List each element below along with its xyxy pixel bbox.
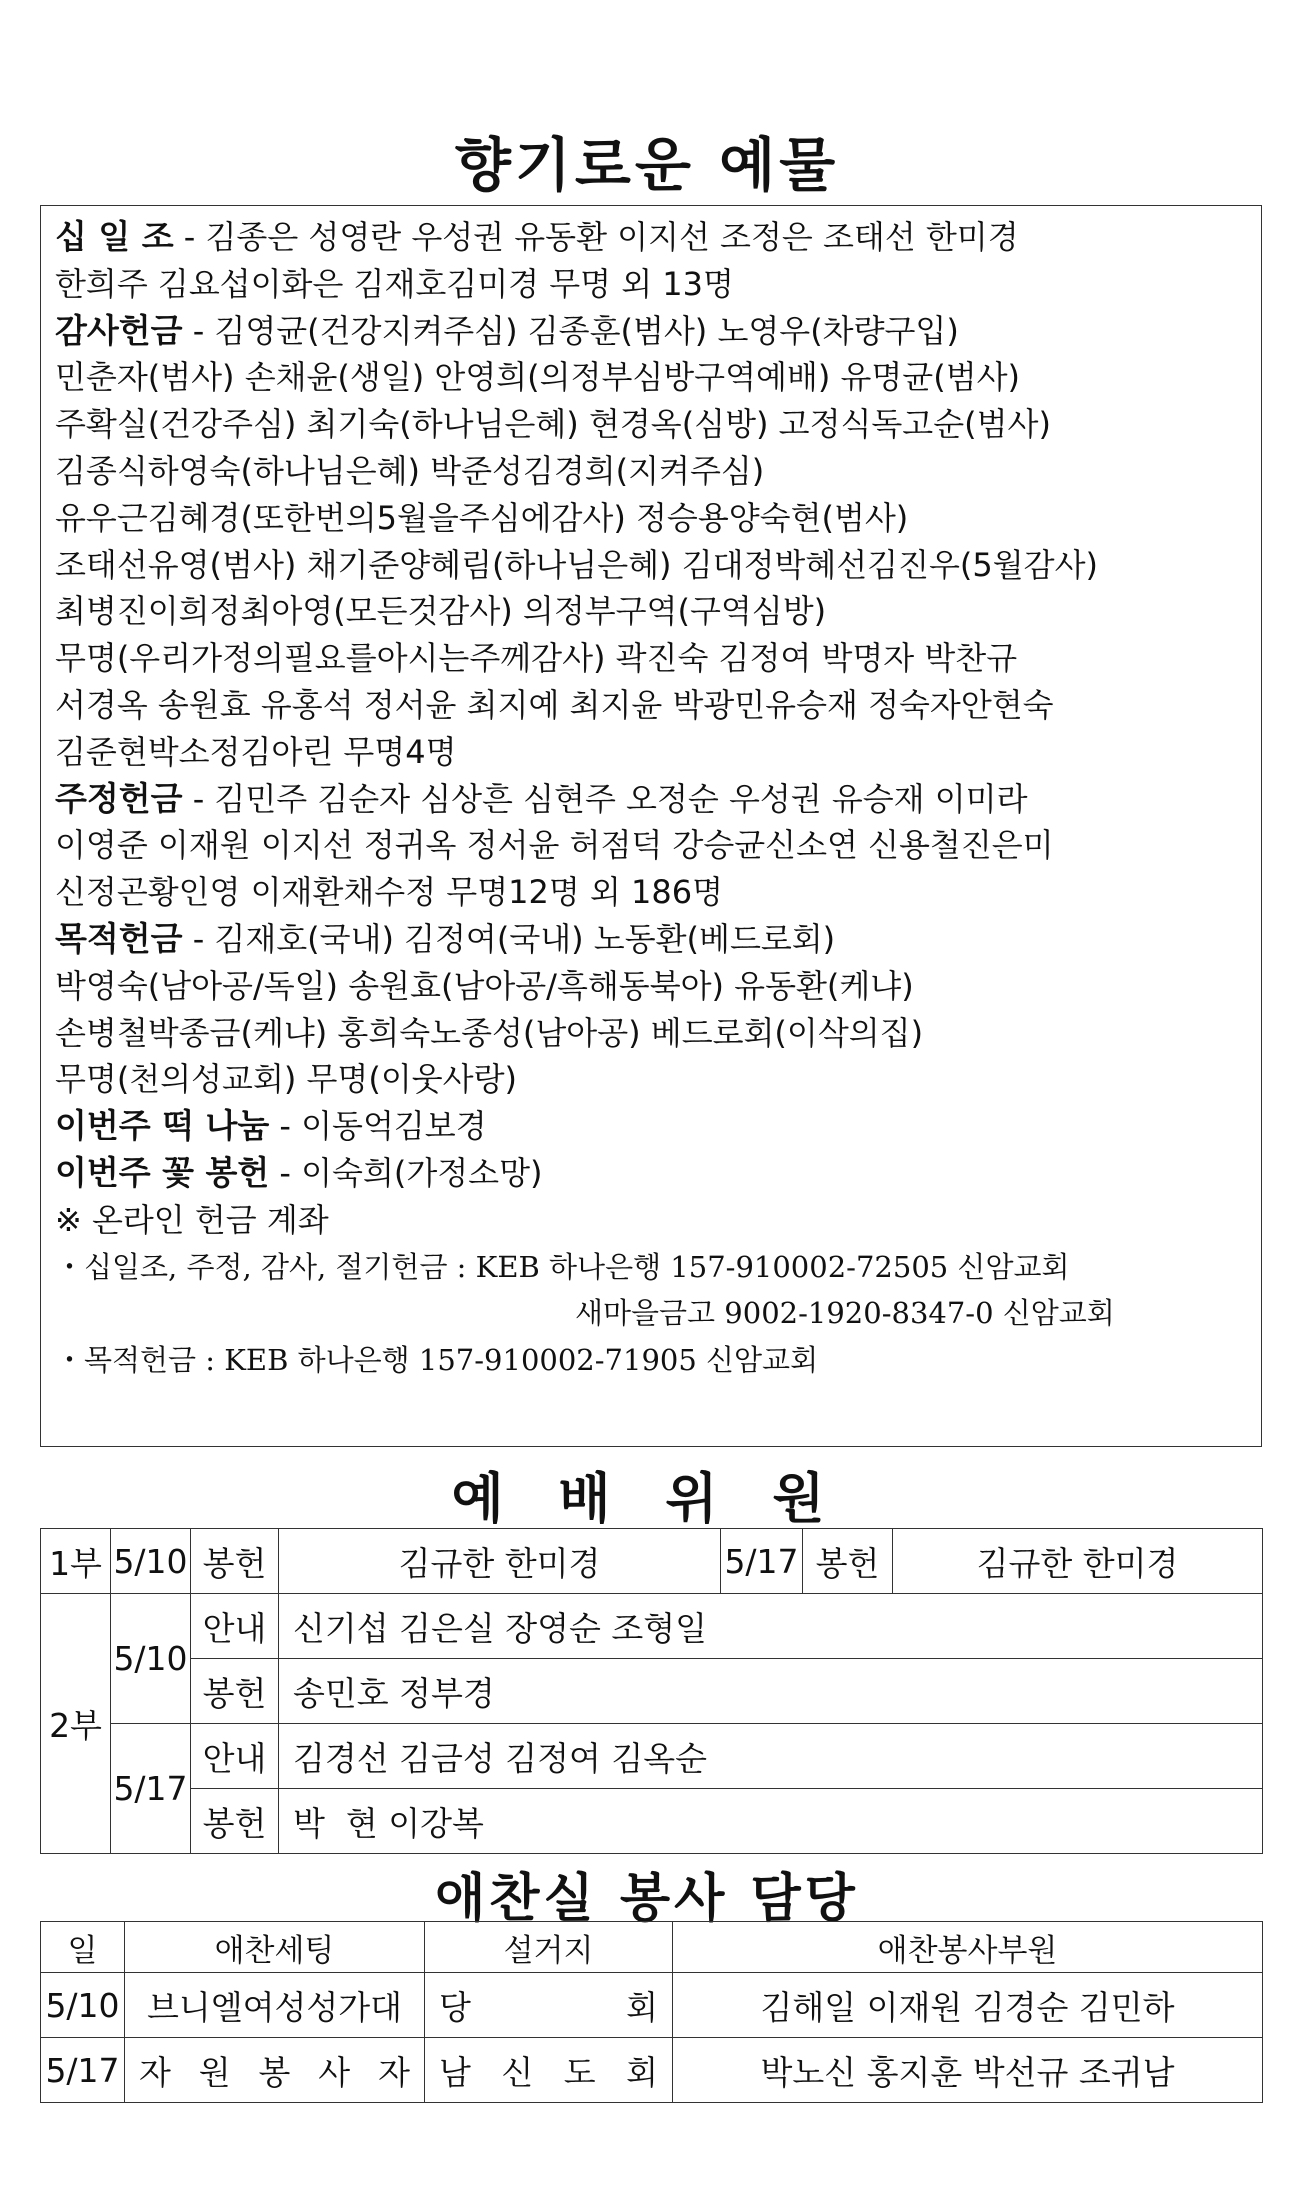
setting-char: 자 — [139, 2052, 171, 2092]
thanks-line-7: 최병진이희정최아영(모든것감사) 의정부구역(구역심방) — [55, 592, 827, 631]
header-row — [41, 1922, 1263, 1973]
tithe-line — [55, 214, 1261, 261]
thanks-line — [55, 308, 1261, 355]
column-header: 설거지 — [425, 1922, 673, 1973]
members-cell: 김해일 이재원 김경순 김민하 — [673, 1973, 1263, 2038]
weekly-line — [55, 776, 1261, 823]
account-line-2: 새마을금고 9002-1920-8347-0 신암교회 — [575, 1296, 1115, 1331]
account-line-3: ・목적헌금 : KEB 하나은행 157-910002-71905 신암교회 — [55, 1343, 819, 1378]
thanks-line-8: 무명(우리가정의필요를아시는주께감사) 곽진숙 김정여 박명자 박찬규 — [55, 639, 1018, 678]
purpose-text: - 김재호(국내) 김정여(국내) 노동환(베드로회) — [182, 919, 836, 958]
thanks-line-5: 유우근김혜경(또한번의5월을주심에감사) 정승용양숙현(범사) — [55, 498, 909, 537]
purpose-line-4: 무명(천의성교회) 무명(이웃사랑) — [55, 1060, 517, 1099]
setting-char: 자 — [378, 2052, 410, 2092]
dish-char: 회 — [626, 2052, 658, 2092]
setting-char: 봉 — [258, 2052, 291, 2092]
date-cell: 5/17 — [721, 1529, 803, 1594]
weekly-line-3: 신정곤황인영 이재환채수정 무명12명 외 186명 — [55, 873, 723, 912]
online-label: ※ 온라인 헌금 계좌 — [55, 1200, 329, 1239]
thanks-label: 감사헌금 — [55, 310, 183, 350]
dish-char: 도 — [563, 2052, 596, 2092]
setting-cell — [125, 2038, 425, 2103]
thanks-line-2: 민춘자(범사) 손채윤(생일) 안영희(의정부심방구역예배) 유명균(범사) — [55, 358, 1021, 397]
rice-text: - 이동억김보경 — [269, 1107, 487, 1146]
worship-title: 예 배 위 원 — [451, 1467, 843, 1530]
thanks-line-3: 주확실(건강주심) 최기숙(하나님은혜) 현경옥(심방) 고정식독고순(범사) — [55, 405, 1051, 444]
setting-char: 원 — [198, 2052, 231, 2092]
column-header: 애찬세팅 — [125, 1922, 425, 1973]
service-title: 애찬실 봉사 담당 — [435, 1869, 859, 1929]
worship-row — [41, 1659, 1263, 1724]
thanks-line-10: 김준현박소정김아린 무명4명 — [55, 732, 457, 771]
account-line-1: ・십일조, 주정, 감사, 절기헌금 : KEB 하나은행 157-910002-72505 신암교회 — [55, 1249, 1070, 1284]
dish-char: 신 — [501, 2052, 534, 2092]
names-cell: 박 현 이강복 — [279, 1789, 1263, 1854]
role-cell: 봉헌 — [191, 1529, 279, 1594]
thanks-line-6: 조태선유영(범사) 채기준양혜림(하나님은혜) 김대정박혜선김진우(5월감사) — [55, 545, 1098, 584]
rice-label: 이번주 떡 나눔 — [55, 1106, 270, 1146]
dish-char: 당 — [439, 1987, 471, 2027]
names-cell: 김규한 한미경 — [893, 1529, 1263, 1594]
column-header: 애찬봉사부원 — [673, 1922, 1263, 1973]
weekly-label: 주정헌금 — [55, 778, 183, 818]
dish-char: 회 — [626, 1987, 658, 2027]
setting-cell: 브니엘여성성가대 — [125, 1973, 425, 2038]
dish-cell — [425, 1973, 673, 2038]
members-cell: 박노신 홍지훈 박선규 조귀남 — [673, 2038, 1263, 2103]
role-cell: 안내 — [191, 1594, 279, 1659]
worship-row — [41, 1789, 1263, 1854]
role-cell: 봉헌 — [191, 1659, 279, 1724]
thanks-line-4: 김종식하영숙(하나님은혜) 박준성김경희(지켜주심) — [55, 451, 765, 490]
tithe-line-2: 한희주 김요섭이화은 김재호김미경 무명 외 13명 — [55, 264, 734, 303]
date-cell: 5/17 — [111, 1724, 191, 1854]
purpose-line — [55, 916, 1261, 963]
worship-row — [41, 1724, 1263, 1789]
tithe-text: - 김종은 성영란 우성권 유동환 이지선 조정은 조태선 한미경 — [173, 218, 1019, 256]
weekly-line-2: 이영준 이재원 이지선 정귀옥 정서윤 허점덕 강승균신소연 신용철진은미 — [55, 826, 1054, 865]
column-header: 일 — [41, 1922, 125, 1973]
dish-cell — [425, 2038, 673, 2103]
date-cell: 5/10 — [111, 1529, 191, 1594]
part-label: 2부 — [41, 1594, 111, 1854]
worship-row — [41, 1529, 1263, 1594]
date-cell: 5/10 — [41, 1973, 125, 2038]
worship-row — [41, 1594, 1263, 1659]
date-cell: 5/10 — [111, 1594, 191, 1724]
names-cell: 신기섭 김은실 장영순 조형일 — [279, 1594, 1263, 1659]
dish-char: 남 — [439, 2052, 471, 2092]
table-row — [41, 2038, 1263, 2103]
thanks-text: - 김영균(건강지켜주심) 김종훈(범사) 노영우(차량구입) — [182, 311, 959, 350]
part-label: 1부 — [41, 1529, 111, 1594]
role-cell: 봉헌 — [191, 1789, 279, 1854]
flower-line — [55, 1150, 1261, 1197]
flower-label: 이번주 꽃 봉헌 — [55, 1152, 270, 1192]
offerings-title: 향기로운 예물 — [454, 131, 840, 199]
tithe-label: 십 일 조 — [55, 217, 174, 256]
role-cell: 봉헌 — [803, 1529, 893, 1594]
worship-table — [40, 1528, 1263, 1854]
rice-line — [55, 1103, 1261, 1150]
names-cell: 김경선 김금성 김정여 김옥순 — [279, 1724, 1263, 1789]
purpose-label: 목적헌금 — [55, 918, 183, 958]
names-cell: 송민호 정부경 — [279, 1659, 1263, 1724]
thanks-line-9: 서경옥 송원효 유홍석 정서윤 최지예 최지윤 박광민유승재 정숙자안현숙 — [55, 685, 1054, 724]
flower-text: - 이숙희(가정소망) — [269, 1153, 543, 1192]
date-cell: 5/17 — [41, 2038, 125, 2103]
weekly-text: - 김민주 김순자 심상흔 심현주 오정순 우성권 유승재 이미라 — [182, 779, 1028, 818]
table-row — [41, 1973, 1263, 2038]
purpose-line-2: 박영숙(남아공/독일) 송원효(남아공/흑해동북아) 유동환(케냐) — [55, 966, 914, 1005]
offerings-box — [40, 205, 1262, 1447]
setting-char: 사 — [318, 2052, 351, 2092]
purpose-line-3: 손병철박종금(케냐) 홍희숙노종성(남아공) 베드로회(이삭의집) — [55, 1013, 924, 1052]
role-cell: 안내 — [191, 1724, 279, 1789]
names-cell: 김규한 한미경 — [279, 1529, 721, 1594]
service-table — [40, 1921, 1263, 2103]
